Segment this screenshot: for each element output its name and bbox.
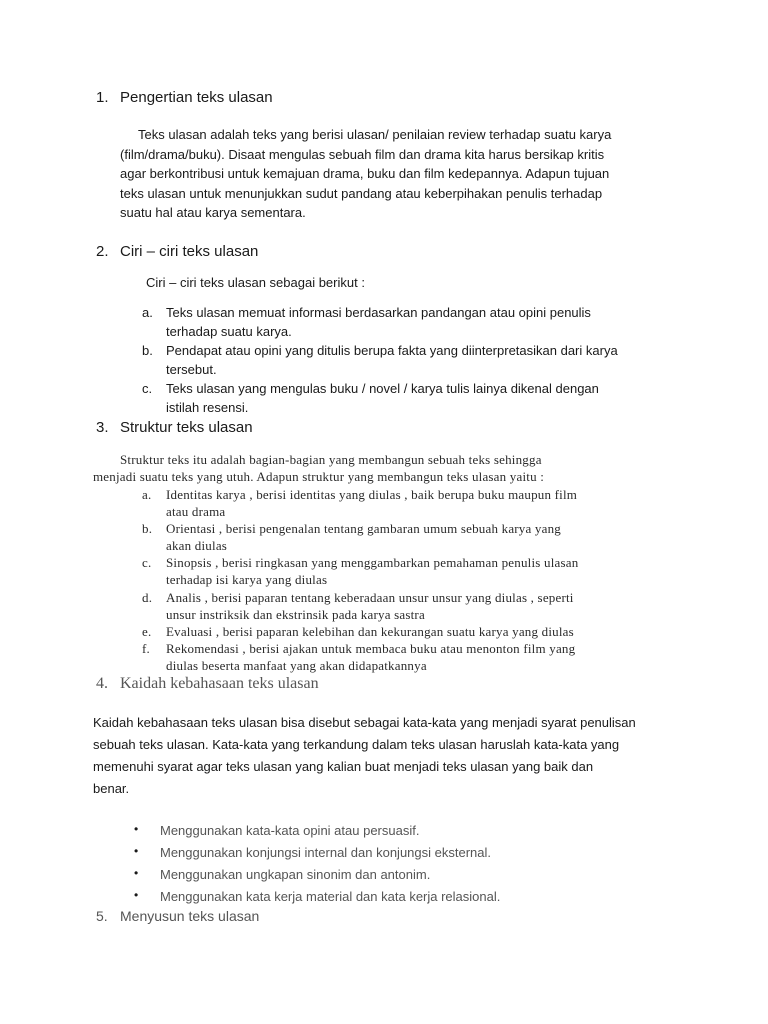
section-4-title: Kaidah kebahasaan teks ulasan — [120, 675, 319, 692]
section-1-line: suatu hal atau karya sementara. — [120, 205, 306, 220]
list-item: terhadap suatu karya. — [166, 324, 292, 339]
section-2-number: 2. — [96, 243, 109, 260]
bullet-icon: • — [134, 888, 139, 902]
list-marker: b. — [142, 343, 153, 358]
section-3-intro: menjadi suatu teks yang utuh. Adapun struktur yang membangun teks ulasan yaitu : — [93, 469, 545, 484]
list-item: Evaluasi , berisi paparan kelebihan dan kekurangan suatu karya yang diulas — [166, 624, 574, 639]
list-marker: c. — [142, 555, 152, 570]
bullet-icon: • — [134, 866, 139, 880]
list-item: akan diulas — [166, 538, 228, 553]
bullet-item: Menggunakan kata-kata opini atau persuasif. — [160, 823, 420, 838]
section-3-title: Struktur teks ulasan — [120, 419, 253, 436]
list-item: terhadap isi karya yang diulas — [166, 572, 328, 587]
section-1-line: (film/drama/buku). Disaat mengulas sebuah film dan drama kita harus bersikap kritis — [120, 146, 605, 162]
list-item: Orientasi , berisi pengenalan tentang gambaran umum sebuah karya yang — [166, 521, 562, 536]
list-marker: b. — [142, 521, 153, 536]
section-4-line: sebuah teks ulasan. Kata-kata yang terkandung dalam teks ulasan haruslah kata-kata yang — [93, 737, 620, 752]
section-4-number: 4. — [96, 675, 108, 692]
list-item: diulas beserta manfaat yang akan didapatkannya — [166, 658, 427, 673]
section-2-title: Ciri – ciri teks ulasan — [120, 243, 259, 260]
list-item: Analis , berisi paparan tentang keberadaan unsur unsur yang diulas , seperti — [166, 590, 574, 605]
section-5-title: Menyusun teks ulasan — [120, 908, 260, 924]
list-marker: a. — [142, 487, 152, 502]
section-4-line: memenuhi syarat agar teks ulasan yang kalian buat menjadi teks ulasan yang baik dan — [93, 759, 594, 774]
section-1-line: Teks ulasan adalah teks yang berisi ulasan/ penilaian review terhadap suatu karya — [138, 127, 612, 142]
list-item: Sinopsis , berisi ringkasan yang menggambarkan pemahaman penulis ulasan — [166, 555, 579, 570]
list-marker: c. — [142, 381, 153, 396]
section-1-number: 1. — [96, 89, 109, 106]
section-1-line: teks ulasan untuk menunjukkan sudut pandang atau keberpihakan penulis terhadap — [120, 185, 603, 201]
bullet-icon: • — [134, 844, 139, 858]
bullet-item: Menggunakan ungkapan sinonim dan antonim. — [160, 867, 431, 882]
list-item: tersebut. — [166, 362, 217, 377]
list-marker: f. — [142, 641, 150, 656]
list-item: atau drama — [166, 504, 226, 519]
list-item: Identitas karya , berisi identitas yang diulas , baik berupa buku maupun film — [166, 487, 578, 502]
section-4-line: benar. — [93, 781, 130, 796]
list-marker: e. — [142, 624, 152, 639]
list-item: unsur instriksik dan ekstrinsik pada karya sastra — [166, 607, 425, 622]
list-item: istilah resensi. — [166, 400, 249, 415]
list-item: Pendapat atau opini yang ditulis berupa fakta yang diinterpretasikan dari karya — [166, 343, 618, 358]
bullet-icon: • — [134, 822, 139, 836]
section-3-intro: Struktur teks itu adalah bagian-bagian yang membangun sebuah teks sehingga — [120, 452, 542, 467]
list-marker: a. — [142, 305, 153, 320]
list-item: Teks ulasan yang mengulas buku / novel / karya tulis lainya dikenal dengan — [166, 381, 599, 396]
list-item: Teks ulasan memuat informasi berdasarkan pandangan atau opini penulis — [166, 305, 591, 320]
section-4-line: Kaidah kebahasaan teks ulasan bisa disebut sebagai kata-kata yang menjadi syarat penulisan — [93, 715, 636, 730]
section-2-intro: Ciri – ciri teks ulasan sebagai berikut : — [146, 275, 365, 290]
bullet-item: Menggunakan konjungsi internal dan konjungsi eksternal. — [160, 845, 491, 860]
section-1-line: agar berkontribusi untuk kemajuan drama, buku dan film kedepannya. Adapun tujuan — [120, 166, 610, 181]
list-item: Rekomendasi , berisi ajakan untuk membaca buku atau menonton film yang — [166, 641, 576, 656]
section-3-number: 3. — [96, 419, 109, 436]
section-5-number: 5. — [96, 908, 108, 924]
list-marker: d. — [142, 590, 153, 605]
section-1-title: Pengertian teks ulasan — [120, 89, 273, 106]
bullet-item: Menggunakan kata kerja material dan kata kerja relasional. — [160, 889, 501, 904]
